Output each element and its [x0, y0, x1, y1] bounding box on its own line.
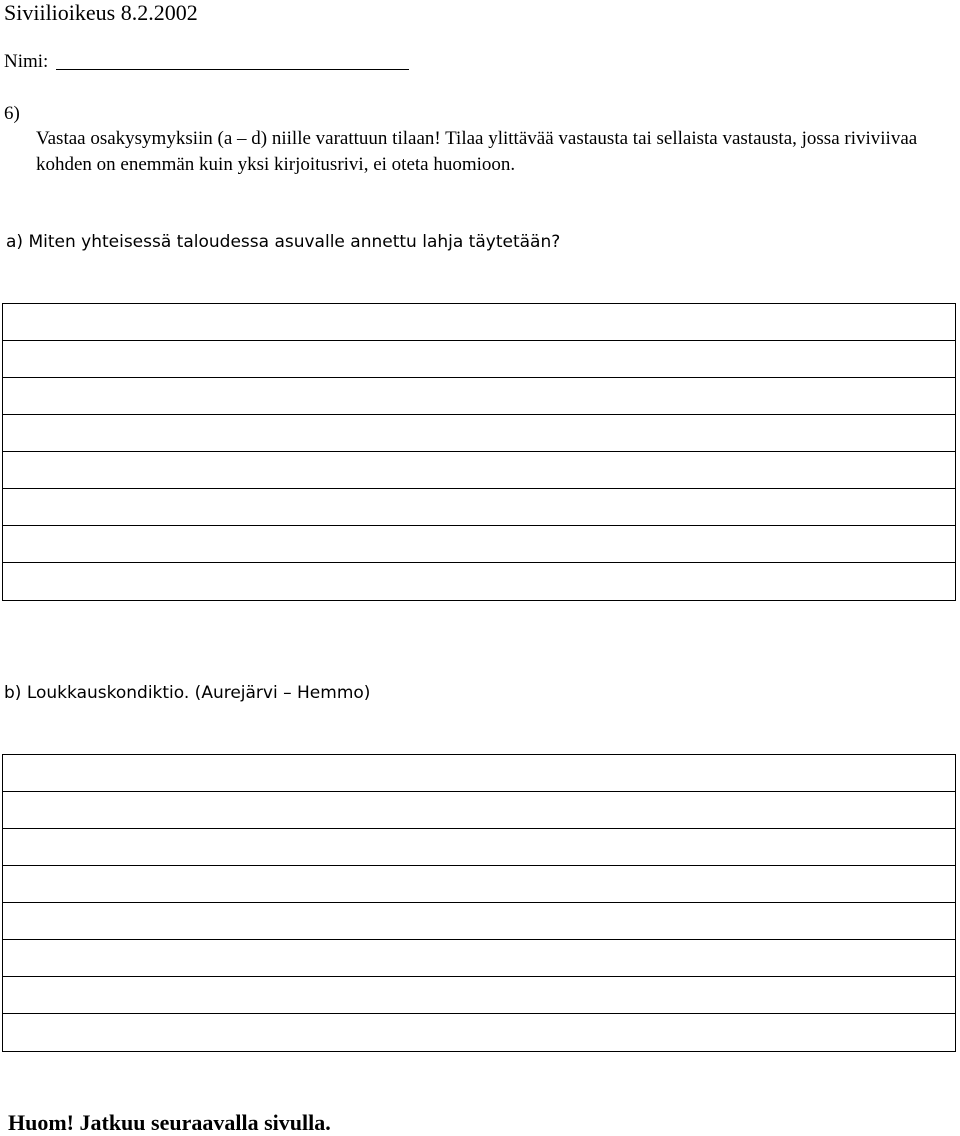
- answer-line: [3, 414, 955, 415]
- page-title: Siviilioikeus 8.2.2002: [4, 0, 198, 25]
- answer-line: [3, 791, 955, 792]
- answer-line: [3, 488, 955, 489]
- answer-box-a[interactable]: [2, 303, 956, 601]
- answer-line: [3, 525, 955, 526]
- answer-line: [3, 828, 955, 829]
- answer-line: [3, 865, 955, 866]
- answer-line: [3, 976, 955, 977]
- name-label: Nimi:: [4, 51, 49, 72]
- answer-line: [3, 340, 955, 341]
- subquestion-a-label: a) Miten yhteisessä taloudessa asuvalle annettu lahja täytetään?: [6, 232, 561, 252]
- question-instructions: Vastaa osakysymyksiin (a – d) niille varattuun tilaan! Tilaa ylittävää vastausta tai sellaista vastausta, jossa riviviivaa kohden on enemmän kuin yksi kirjoitusrivi, ei oteta huomioon.: [36, 128, 918, 175]
- name-field[interactable]: [56, 69, 409, 70]
- answer-line: [3, 451, 955, 452]
- subquestion-b-label: b) Loukkauskondiktio. (Aurejärvi – Hemmo): [4, 683, 371, 703]
- answer-line: [3, 939, 955, 940]
- question-number: 6): [4, 103, 20, 124]
- answer-box-b[interactable]: [2, 754, 956, 1052]
- continuation-note: Huom! Jatkuu seuraavalla sivulla.: [8, 1110, 331, 1135]
- answer-line: [3, 902, 955, 903]
- answer-line: [3, 1013, 955, 1014]
- answer-line: [3, 377, 955, 378]
- answer-line: [3, 562, 955, 563]
